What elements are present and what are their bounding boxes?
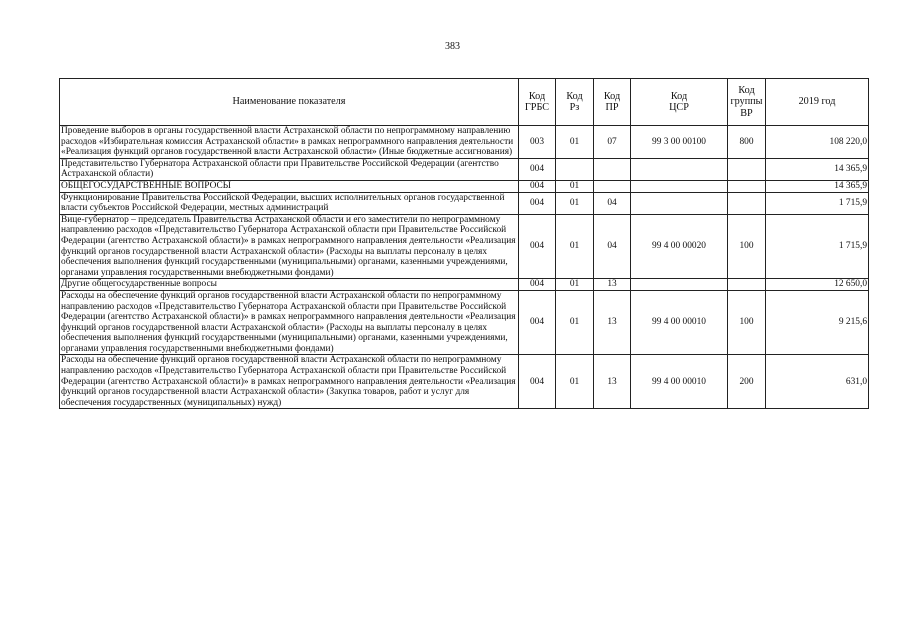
header-csr bbox=[631, 79, 728, 126]
row-rz: 01 bbox=[556, 355, 594, 409]
header-vr-line3: ВР bbox=[740, 107, 753, 119]
row-grbs: 004 bbox=[519, 158, 556, 180]
row-vr: 800 bbox=[728, 126, 766, 159]
header-pr-line1: Код bbox=[603, 90, 621, 102]
row-pr: 13 bbox=[594, 355, 631, 409]
row-amount: 631,0 bbox=[766, 355, 869, 409]
row-pr bbox=[594, 180, 631, 192]
row-csr bbox=[631, 158, 728, 180]
row-csr: 99 4 00 00020 bbox=[631, 214, 728, 279]
row-name: Расходы на обеспечение функций органов государственной власти Астраханской области по непрограммному направлению расходов «Представительство Губернатора Астраханской области при Правительстве Российской Федерации (агентство Астраханской области)» в рамках непрограммного направления деятельности «Реализация функций органов государственной власти Астраханской области» (Закупка товаров, работ и услуг для обеспечения государственных (муниципальных) нужд) bbox=[60, 355, 519, 409]
row-name: Расходы на обеспечение функций органов государственной власти Астраханской области по непрограммному направлению расходов «Представительство Губернатора Астраханской области при Правительстве Российской Федерации (агентство Астраханской области)» в рамках непрограммного направления деятельности «Реализация функций органов государственной власти Астраханской области» (Расходы на выплаты персоналу в целях обеспечения выполнения функций государственными (муниципальными) органами, казенными учреждениями, органами управления государственными внебюджетными фондами) bbox=[60, 290, 519, 355]
row-rz: 01 bbox=[556, 180, 594, 192]
row-rz bbox=[556, 158, 594, 180]
row-amount: 9 215,6 bbox=[766, 290, 869, 355]
row-grbs: 004 bbox=[519, 180, 556, 192]
row-rz: 01 bbox=[556, 192, 594, 214]
header-year: 2019 год bbox=[766, 79, 869, 126]
row-vr bbox=[728, 158, 766, 180]
row-grbs: 003 bbox=[519, 126, 556, 159]
header-grbs-line1: Код bbox=[528, 90, 546, 102]
header-pr-line2: ПР bbox=[605, 102, 619, 113]
row-pr: 13 bbox=[594, 290, 631, 355]
row-csr bbox=[631, 180, 728, 192]
row-pr: 13 bbox=[594, 279, 631, 291]
row-pr bbox=[594, 158, 631, 180]
row-amount: 1 715,9 bbox=[766, 192, 869, 214]
header-csr-line2: ЦСР bbox=[669, 102, 689, 113]
row-grbs: 004 bbox=[519, 192, 556, 214]
header-rz-line1: Код bbox=[566, 90, 583, 102]
row-vr bbox=[728, 279, 766, 291]
header-grbs bbox=[519, 79, 556, 126]
row-amount: 14 365,9 bbox=[766, 158, 869, 180]
table-row bbox=[60, 126, 869, 159]
row-amount: 14 365,9 bbox=[766, 180, 869, 192]
row-csr: 99 4 00 00010 bbox=[631, 355, 728, 409]
row-grbs: 004 bbox=[519, 279, 556, 291]
row-pr: 04 bbox=[594, 214, 631, 279]
header-name: Наименование показателя bbox=[60, 79, 519, 126]
row-pr: 04 bbox=[594, 192, 631, 214]
table-header-row bbox=[60, 79, 869, 126]
header-grbs-line2: ГРБС bbox=[524, 102, 550, 113]
table-row bbox=[60, 355, 869, 409]
header-vr-line2: группы bbox=[730, 96, 763, 108]
row-rz: 01 bbox=[556, 126, 594, 159]
row-rz: 01 bbox=[556, 290, 594, 355]
table-row bbox=[60, 290, 869, 355]
row-name: Проведение выборов в органы государственной власти Астраханской области по непрограммному направлению расходов «Избирательная комиссия Астраханской области» в рамках непрограммного направления деятельности «Реализация функций органов государственной власти Астраханской области» (Иные бюджетные ассигнования) bbox=[60, 126, 519, 159]
row-csr bbox=[631, 192, 728, 214]
header-rz bbox=[556, 79, 594, 126]
table-row bbox=[60, 214, 869, 279]
row-vr bbox=[728, 180, 766, 192]
row-amount: 1 715,9 bbox=[766, 214, 869, 279]
page-number: 383 bbox=[445, 41, 460, 52]
row-grbs: 004 bbox=[519, 214, 556, 279]
header-pr bbox=[594, 79, 631, 126]
header-vr-line1: Код bbox=[738, 84, 755, 96]
row-vr: 100 bbox=[728, 290, 766, 355]
row-vr: 200 bbox=[728, 355, 766, 409]
header-vr bbox=[728, 79, 766, 126]
table-row bbox=[60, 180, 869, 192]
row-vr: 100 bbox=[728, 214, 766, 279]
row-rz: 01 bbox=[556, 279, 594, 291]
table-row bbox=[60, 279, 869, 291]
row-amount: 12 650,0 bbox=[766, 279, 869, 291]
row-vr bbox=[728, 192, 766, 214]
row-csr bbox=[631, 279, 728, 291]
row-grbs: 004 bbox=[519, 290, 556, 355]
row-name: Вице-губернатор – председатель Правительства Астраханской области и его заместители по непрограммному направлению расходов «Представительство Губернатора Астраханской области при Правительстве Российской Федерации (агентство Астраханской области)» в рамках непрограммного направления деятельности «Реализация функций органов государственной власти Астраханской области» (Расходы на выплаты персоналу в целях обеспечения выполнения функций государственными (муниципальными) органами, казенными учреждениями, органами управления государственными внебюджетными фондами) bbox=[60, 214, 519, 279]
row-csr: 99 3 00 00100 bbox=[631, 126, 728, 159]
row-name: Другие общегосударственные вопросы bbox=[60, 279, 519, 291]
table-row bbox=[60, 158, 869, 180]
row-name: Представительство Губернатора Астраханской области при Правительстве Российской Федерации (агентство Астраханской области) bbox=[60, 158, 519, 180]
row-name: ОБЩЕГОСУДАРСТВЕННЫЕ ВОПРОСЫ bbox=[60, 180, 519, 192]
budget-table bbox=[59, 78, 869, 409]
row-amount: 108 220,0 bbox=[766, 126, 869, 159]
row-csr: 99 4 00 00010 bbox=[631, 290, 728, 355]
row-pr: 07 bbox=[594, 126, 631, 159]
table-row bbox=[60, 192, 869, 214]
header-rz-line2: Рз bbox=[569, 102, 580, 113]
row-grbs: 004 bbox=[519, 355, 556, 409]
row-rz: 01 bbox=[556, 214, 594, 279]
row-name: Функционирование Правительства Российской Федерации, высших исполнительных органов государственной власти субъектов Российской Федерации, местных администраций bbox=[60, 192, 519, 214]
header-csr-line1: Код bbox=[670, 90, 688, 102]
